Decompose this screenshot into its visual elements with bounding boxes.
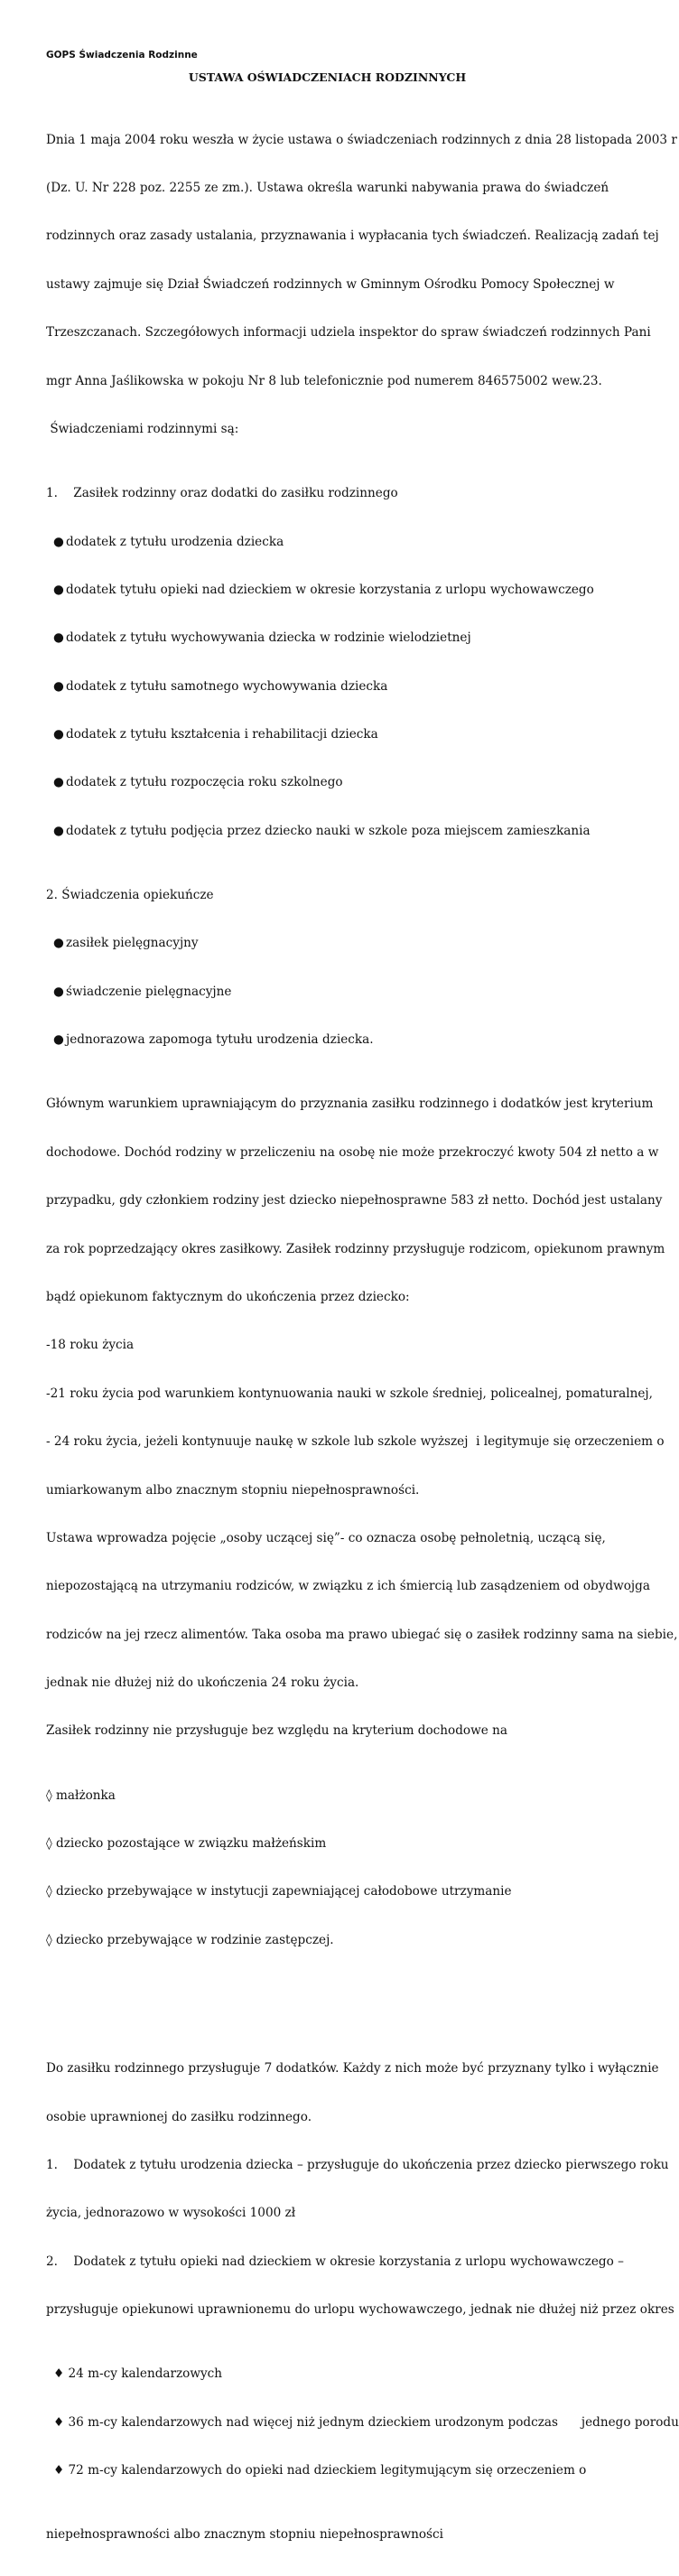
diamond-bullet-icon: ◊ (46, 1787, 52, 1803)
intro-line: ustawy zajmuje się Dział Świadczeń rodzinnych w Gminnym Ośrodku Pomocy Społecznej w (46, 276, 615, 292)
criteria-line: Głównym warunkiem uprawniającym do przyznania zasiłku rodzinnego i dodatków jest kryterium (46, 1097, 654, 1112)
bullet-icon: ● (53, 727, 64, 742)
list-item: ● dodatek z tytułu kształcenia i rehabilitacji dziecka (53, 727, 378, 742)
criteria-line: przypadku, gdy członkiem rodziny jest dziecko niepełnosprawne 583 zł netto. Dochód jest ustalany (46, 1193, 663, 1209)
list-item: ● dodatek z tytułu samotnego wychowywania dziecka (53, 678, 388, 694)
paragraph-gap (46, 1997, 624, 2013)
criteria-line: -18 roku życia (46, 1338, 135, 1353)
criteria-line: bądź opiekunom faktycznym do ukończenia przez dziecko: (46, 1289, 410, 1304)
intro-line: (Dz. U. Nr 228 poz. 2255 ze zm.). Ustawa określa warunki nabywania prawa do świadczeń (46, 180, 609, 195)
exclusion-item: ◊ dziecko przebywające w rodzinie zastępczej. (46, 1932, 334, 1947)
criteria-line: - 24 roku życia, jeżeli kontynuuje naukę w szkole lub szkole wyższej i legitymuje się orzeczeniem o (46, 1434, 665, 1450)
bullet-icon: ● (53, 534, 64, 549)
criteria-line: za rok poprzedzający okres zasiłkowy. Zasiłek rodzinny przysługuje rodzicom, opiekunom prawnym (46, 1241, 665, 1256)
criteria-line: niepozostającą na utrzymaniu rodziców, w związku z ich śmiercią lub zasądzeniem od obydwojga (46, 1579, 650, 1594)
criteria-line: jednak nie dłużej niż do ukończenia 24 roku życia. (46, 1675, 359, 1691)
page-header: GOPS Świadczenia Rodzinne (46, 50, 198, 61)
final-line: niepełnosprawności albo znacznym stopniu niepełnosprawności (46, 2527, 443, 2543)
bullet-icon: ● (53, 984, 64, 999)
supplements-line: życia, jednorazowo w wysokości 1000 zł (46, 2206, 296, 2221)
bullet-icon: ● (53, 775, 64, 790)
intro-line: rodzinnych oraz zasady ustalania, przyznawania i wypłacania tych świadczeń. Realizacją zadań tej (46, 229, 659, 244)
criteria-line: -21 roku życia pod warunkiem kontynuowania nauki w szkole średniej, policealnej, pomaturalnej, (46, 1386, 653, 1401)
list-item: ● dodatek tytułu opieki nad dzieckiem w okresie korzystania z urlopu wychowawczego (53, 582, 594, 597)
period-item: ♦ 36 m-cy kalendarzowych nad więcej niż jednym dzieckiem urodzonym podczas jednego porodu (53, 2414, 679, 2430)
supplements-line: Do zasiłku rodzinnego przysługuje 7 dodatków. Każdy z nich może być przyznany tylko i wyłącznie (46, 2061, 659, 2077)
list-item: ● jednorazowa zapomoga tytułu urodzenia dziecka. (53, 1032, 374, 1048)
period-item: ♦ 72 m-cy kalendarzowych do opieki nad dzieckiem legitymującym się orzeczeniem o (53, 2463, 587, 2478)
list-item: ● świadczenie pielęgnacyjne (53, 984, 232, 999)
supplements-line: 2. Dodatek z tytułu opieki nad dzieckiem w okresie korzystania z urlopu wychowawczego – (46, 2254, 624, 2269)
bullet-icon: ● (53, 1032, 64, 1048)
intro-line: Świadczeniami rodzinnymi są: (46, 421, 239, 436)
criteria-line: Ustawa wprowadza pojęcie „osoby uczącej się”- co oznacza osobę pełnoletnią, uczącą się, (46, 1530, 606, 1545)
exclusion-item: ◊ dziecko pozostające w związku małżeńskim (46, 1836, 327, 1852)
period-item: ♦ 24 m-cy kalendarzowych (53, 2366, 223, 2382)
intro-line: Dnia 1 maja 2004 roku weszła w życie ustawa o świadczeniach rodzinnych z dnia 28 listopada 2003 r (46, 132, 677, 147)
diamond-bullet-icon: ◊ (46, 1884, 52, 1899)
list-item: ● zasiłek pielęgnacyjny (53, 936, 199, 951)
bullet-icon: ● (53, 582, 64, 597)
bullet-icon: ● (53, 678, 64, 694)
intro-line: Trzeszczanach. Szczegółowych informacji udziela inspektor do spraw świadczeń rodzinnych Pani (46, 325, 651, 341)
supplements-line: przysługuje opiekunowi uprawnionemu do urlopu wychowawczego, jednak nie dłużej niż przez okres (46, 2302, 674, 2318)
supplements-line: 1. Dodatek z tytułu urodzenia dziecka – przysługuje do ukończenia przez dziecko pierwszego roku (46, 2158, 669, 2172)
criteria-line: rodziców na jej rzecz alimentów. Taka osoba ma prawo ubiegać się o zasiłek rodzinny sama na siebie, (46, 1627, 678, 1642)
bullet-icon: ● (53, 630, 64, 646)
section2-title: 2. Świadczenia opiekuńcze (46, 888, 214, 903)
diamond-bullet-icon: ◊ (46, 1836, 52, 1852)
criteria-line: umiarkowanym albo znacznym stopniu niepełnosprawności. (46, 1482, 420, 1498)
filled-diamond-bullet-icon: ♦ (53, 2366, 65, 2382)
list-item: ● dodatek z tytułu urodzenia dziecka (53, 534, 284, 549)
list-item: ● dodatek z tytułu wychowywania dziecka w rodzinie wielodzietnej (53, 630, 471, 646)
bullet-icon: ● (53, 936, 64, 951)
document-title: USTAWA OŚWIADCZENIACH RODZINNYCH (188, 70, 467, 84)
list-item: ● dodatek z tytułu podjęcia przez dziecko nauki w szkole poza miejscem zamieszkania (53, 823, 591, 838)
bullet-icon: ● (53, 823, 64, 838)
list-item: ● dodatek z tytułu rozpoczęcia roku szkolnego (53, 775, 343, 790)
exclusion-item: ◊ małżonka (46, 1787, 116, 1803)
filled-diamond-bullet-icon: ♦ (53, 2414, 65, 2430)
criteria-line: Zasiłek rodzinny nie przysługuje bez względu na kryterium dochodowe na (46, 1723, 507, 1739)
section1-title: 1. Zasiłek rodzinny oraz dodatki do zasiłku rodzinnego (46, 486, 398, 501)
supplements-line: osobie uprawnionej do zasiłku rodzinnego. (46, 2109, 312, 2124)
document-body (46, 100, 679, 2576)
criteria-line: dochodowe. Dochód rodziny w przeliczeniu na osobę nie może przekroczyć kwoty 504 zł netto a w (46, 1144, 659, 1160)
exclusion-item: ◊ dziecko przebywające w instytucji zapewniającej całodobowe utrzymanie (46, 1884, 512, 1899)
diamond-bullet-icon: ◊ (46, 1932, 52, 1947)
filled-diamond-bullet-icon: ♦ (53, 2463, 65, 2478)
intro-line: mgr Anna Jaślikowska w pokoju Nr 8 lub telefonicznie pod numerem 846575002 wew.23. (46, 373, 602, 388)
